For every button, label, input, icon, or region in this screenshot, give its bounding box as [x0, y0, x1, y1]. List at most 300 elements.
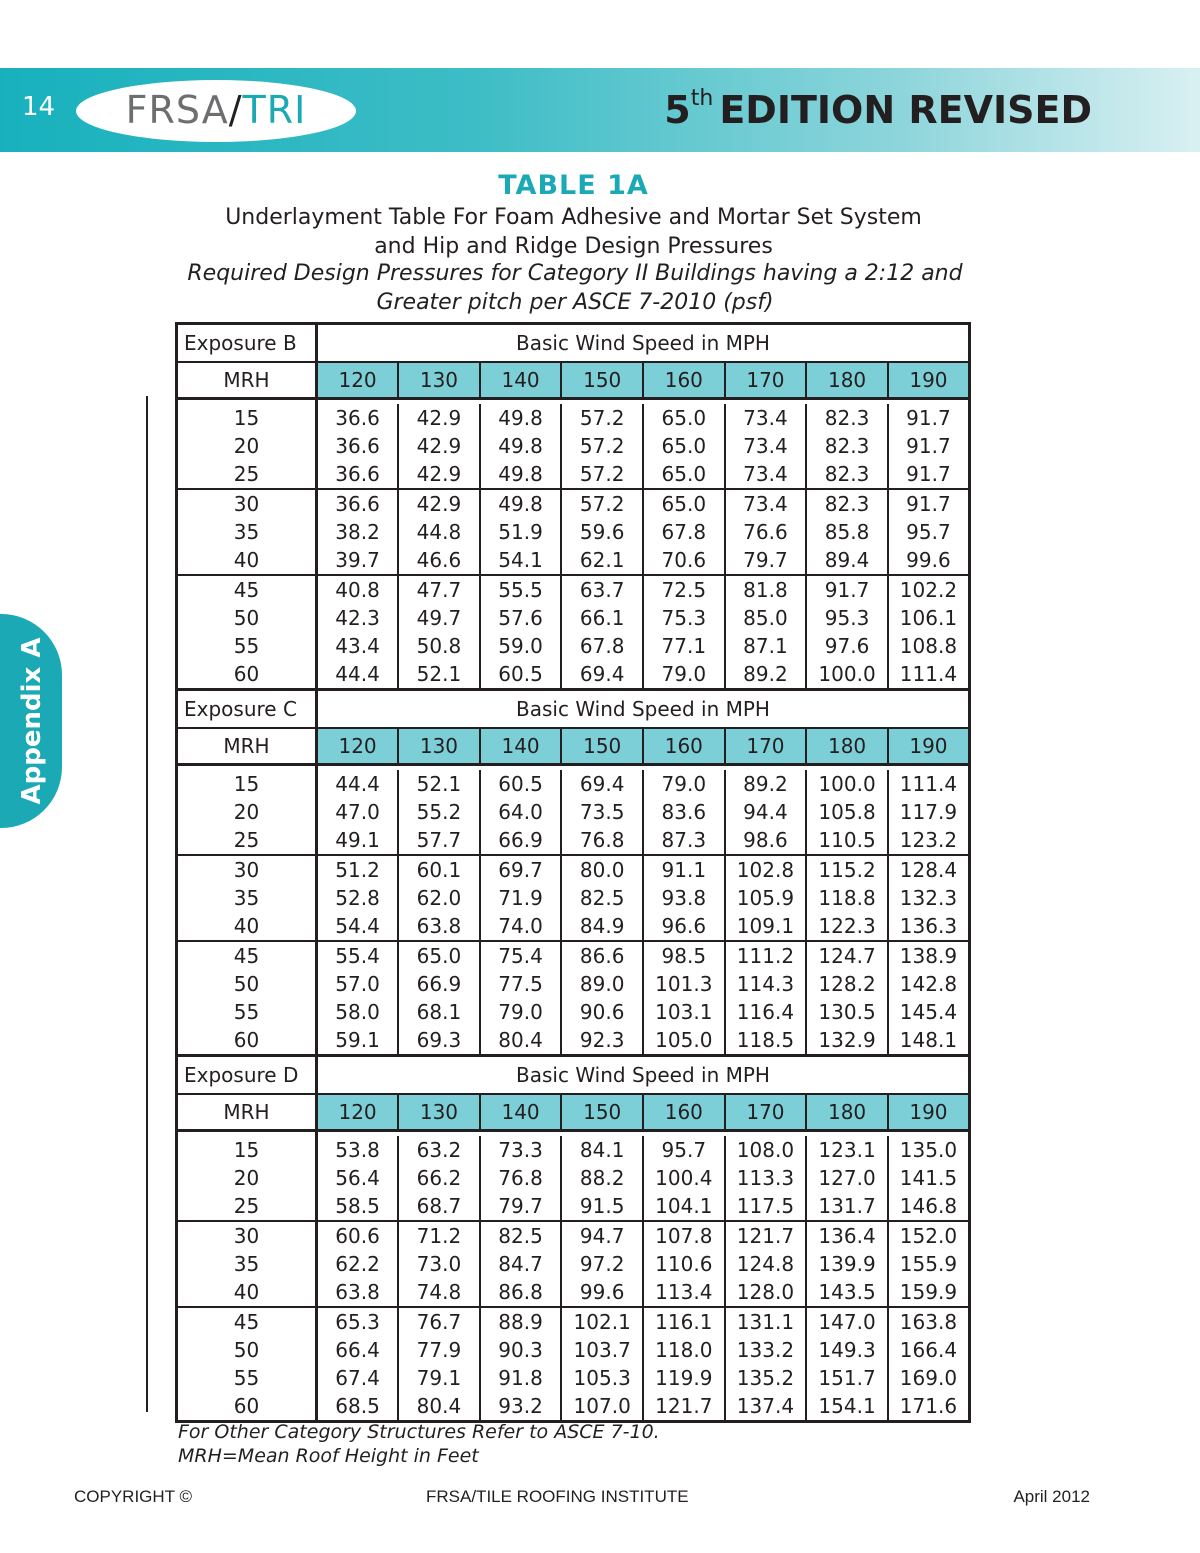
pressure-value: 76.7: [398, 1307, 480, 1336]
speed-header: 190: [888, 1094, 970, 1131]
pressure-value: 79.0: [643, 770, 725, 798]
pressure-value: 59.0: [480, 632, 562, 660]
mrh-value: 40: [177, 912, 317, 941]
pressure-value: 87.3: [643, 826, 725, 855]
pressure-value: 110.5: [806, 826, 888, 855]
wind-speed-label: Basic Wind Speed in MPH: [317, 324, 970, 363]
pressure-value: 62.0: [398, 884, 480, 912]
speed-header: 130: [398, 728, 480, 765]
pressure-value: 171.6: [888, 1392, 970, 1422]
pressure-value: 57.7: [398, 826, 480, 855]
speed-header: 120: [317, 1094, 399, 1131]
table-row: [177, 798, 970, 826]
pressure-value: 99.6: [888, 546, 970, 575]
pressure-value: 75.3: [643, 604, 725, 632]
pressure-value: 77.1: [643, 632, 725, 660]
pressure-value: 138.9: [899, 944, 958, 968]
pressure-value: 60.5: [480, 770, 562, 798]
pressure-value: 147.0: [806, 1307, 888, 1336]
pressure-value: 46.6: [398, 546, 480, 575]
pressure-value: 132.3: [899, 886, 958, 910]
table-row: [177, 1221, 970, 1250]
logo-text: [76, 88, 356, 132]
speed-header: 160: [643, 1094, 725, 1131]
pressure-value: 131.1: [725, 1307, 807, 1336]
pressure-value: 85.8: [806, 518, 888, 546]
edition-ordinal: th: [690, 86, 714, 112]
mrh-value: 50: [177, 1336, 317, 1364]
table-subtitle-line2: Greater pitch per ASCE 7-2010 (psf): [376, 290, 774, 315]
mrh-value: 25: [177, 1192, 317, 1221]
footer-publisher: FRSA/TILE ROOFING INSTITUTE: [426, 1487, 689, 1506]
mrh-header: MRH: [177, 1094, 317, 1131]
pressure-value: 89.4: [806, 546, 888, 575]
table-row: [177, 1250, 970, 1278]
mrh-value: 55: [177, 998, 317, 1026]
speed-header: 170: [725, 362, 807, 399]
pressure-value: 67.8: [561, 632, 643, 660]
page-number: 14: [22, 92, 56, 122]
pressure-value: 42.9: [398, 489, 480, 518]
pressure-value: 77.5: [480, 970, 562, 998]
table-row: [177, 1364, 970, 1392]
pressure-value: 98.6: [725, 826, 807, 855]
pressure-value: 73.4: [725, 404, 807, 432]
pressure-value: 68.7: [398, 1192, 480, 1221]
pressure-value: 47.7: [398, 575, 480, 604]
pressure-value: 133.2: [725, 1336, 807, 1364]
pressure-value: 73.4: [725, 489, 807, 518]
pressure-value: 58.0: [317, 998, 399, 1026]
speed-header: 150: [561, 728, 643, 765]
pressure-value: 121.7: [643, 1392, 725, 1422]
speed-header: 120: [317, 362, 399, 399]
pressure-value: 49.1: [317, 826, 399, 855]
pressure-value: 49.8: [480, 432, 562, 460]
pressure-value: 108.8: [899, 634, 958, 658]
pressure-value: 106.1: [899, 606, 958, 630]
pressure-value: 90.6: [561, 998, 643, 1026]
pressure-value: 60.1: [398, 855, 480, 884]
table-row: [177, 575, 970, 604]
pressure-value: 82.3: [806, 432, 888, 460]
pressure-value: 87.1: [725, 632, 807, 660]
pressure-value: 79.7: [480, 1192, 562, 1221]
speed-header: 140: [480, 362, 562, 399]
speed-header: 140: [480, 1094, 562, 1131]
pressure-value: 55.5: [480, 575, 562, 604]
pressure-value: 132.9: [806, 1026, 888, 1056]
pressure-value: 95.7: [643, 1136, 725, 1164]
pressure-value: 72.5: [643, 575, 725, 604]
pressure-value: 55.2: [398, 798, 480, 826]
footer-date: April 2012: [1013, 1487, 1090, 1506]
pressure-value: 51.2: [317, 855, 399, 884]
pressure-value: 111.4: [888, 660, 970, 690]
pressure-value: 39.7: [317, 546, 399, 575]
pressure-value: 91.1: [643, 855, 725, 884]
pressure-value: 74.8: [398, 1278, 480, 1307]
table-row: [177, 855, 970, 884]
pressure-value: 130.5: [806, 998, 888, 1026]
pressure-value: 91.7: [906, 434, 951, 458]
pressure-value: 59.1: [317, 1026, 399, 1056]
pressure-value: 80.0: [561, 855, 643, 884]
pressure-value: 68.5: [317, 1392, 399, 1422]
pressure-value: 85.0: [725, 604, 807, 632]
pressure-value: 59.6: [561, 518, 643, 546]
pressure-value: 113.4: [643, 1278, 725, 1307]
mrh-value: 60: [177, 660, 317, 690]
mrh-value: 30: [177, 1221, 317, 1250]
pressure-value: 135.2: [725, 1364, 807, 1392]
pressure-value: 128.2: [806, 970, 888, 998]
pressure-value: 57.2: [561, 460, 643, 489]
table-row: [177, 884, 970, 912]
pressure-value: 44.4: [317, 660, 399, 690]
pressure-value: 63.2: [398, 1136, 480, 1164]
pressure-value: 91.7: [806, 575, 888, 604]
pressure-value: 84.7: [480, 1250, 562, 1278]
exposure-label: Exposure D: [177, 1056, 317, 1095]
pressure-value: 116.4: [725, 998, 807, 1026]
table-row: [177, 489, 970, 518]
pressure-value: 79.0: [480, 998, 562, 1026]
wind-speed-label: Basic Wind Speed in MPH: [317, 690, 970, 729]
pressure-value: 73.3: [480, 1136, 562, 1164]
pressure-value: 124.7: [806, 941, 888, 970]
pressure-value: 77.9: [398, 1336, 480, 1364]
table-title: [176, 203, 971, 261]
pressure-value: 107.8: [643, 1221, 725, 1250]
pressure-value: 65.0: [398, 941, 480, 970]
pressure-value: 102.1: [561, 1307, 643, 1336]
mrh-value: 40: [177, 546, 317, 575]
table-row: [177, 604, 970, 632]
pressure-value: 47.0: [317, 798, 399, 826]
pressure-value: 36.6: [317, 432, 399, 460]
logo-tri: TRI: [242, 88, 307, 132]
pressure-value: 75.4: [480, 941, 562, 970]
pressure-value: 122.3: [806, 912, 888, 941]
mrh-value: 30: [177, 855, 317, 884]
pressure-value: 60.5: [480, 660, 562, 690]
pressure-value: 63.8: [398, 912, 480, 941]
pressure-value: 67.8: [643, 518, 725, 546]
pressure-value: 89.0: [561, 970, 643, 998]
pressure-value: 73.4: [725, 432, 807, 460]
speed-header: 150: [561, 362, 643, 399]
pressure-value: 92.3: [561, 1026, 643, 1056]
pressure-value: 36.6: [317, 460, 399, 489]
pressure-value: 108.0: [725, 1136, 807, 1164]
pressure-value: 123.1: [806, 1136, 888, 1164]
pressure-value: 88.2: [561, 1164, 643, 1192]
pressure-value: 65.0: [643, 404, 725, 432]
table-row: [177, 998, 970, 1026]
pressure-value: 71.9: [480, 884, 562, 912]
exposure-header-row: [177, 690, 970, 729]
pressure-value: 99.6: [561, 1278, 643, 1307]
pressure-value: 52.8: [317, 884, 399, 912]
pressure-value: 94.7: [561, 1221, 643, 1250]
pressure-value: 64.0: [480, 798, 562, 826]
pressure-value: 97.2: [561, 1250, 643, 1278]
pressure-value: 91.7: [888, 460, 970, 489]
speed-header-row: [177, 362, 970, 399]
exposure-label: Exposure B: [177, 324, 317, 363]
speed-header: 170: [725, 728, 807, 765]
pressure-value: 91.5: [561, 1192, 643, 1221]
table-title-line1: Underlayment Table For Foam Adhesive and Mortar Set System: [225, 205, 922, 230]
pressure-value: 128.4: [899, 858, 958, 882]
table-row: [177, 432, 970, 460]
speed-header: 180: [806, 728, 888, 765]
mrh-value: 60: [177, 1392, 317, 1422]
pressure-value: 84.1: [561, 1136, 643, 1164]
pressure-value: 135.0: [899, 1138, 958, 1162]
pressure-value: 82.3: [806, 460, 888, 489]
pressure-value: 95.7: [906, 520, 951, 544]
pressure-value: 63.8: [317, 1278, 399, 1307]
pressure-value: 86.6: [561, 941, 643, 970]
pressure-value: 131.7: [806, 1192, 888, 1221]
pressure-value: 52.1: [398, 660, 480, 690]
speed-header: 140: [480, 728, 562, 765]
table-row: [177, 660, 970, 690]
pressure-value: 166.4: [899, 1338, 958, 1362]
note-category: For Other Category Structures Refer to ASCE 7-10.: [178, 1421, 660, 1443]
pressure-value: 97.6: [806, 632, 888, 660]
table-row: [177, 1136, 970, 1164]
table-row: [177, 518, 970, 546]
pressure-value: 44.8: [398, 518, 480, 546]
speed-header: 120: [317, 728, 399, 765]
pressure-value: 115.2: [806, 855, 888, 884]
pressure-value: 93.2: [480, 1392, 562, 1422]
pressure-value: 57.6: [480, 604, 562, 632]
note-mrh: MRH=Mean Roof Height in Feet: [178, 1445, 479, 1467]
edition-text: EDITION REVISED: [719, 88, 1092, 132]
pressure-value: 65.3: [317, 1307, 399, 1336]
pressure-value: 145.4: [899, 1000, 958, 1024]
exposure-header-row: [177, 1056, 970, 1095]
table-row: [177, 1164, 970, 1192]
pressure-value: 136.3: [888, 912, 970, 941]
pressure-value: 124.8: [725, 1250, 807, 1278]
pressure-value: 96.6: [643, 912, 725, 941]
speed-header: 130: [398, 362, 480, 399]
pressure-value: 111.4: [899, 772, 958, 796]
pressure-value: 65.0: [643, 489, 725, 518]
table-row: [177, 1192, 970, 1221]
pressure-value: 101.3: [643, 970, 725, 998]
pressure-value: 51.9: [480, 518, 562, 546]
pressure-value: 40.8: [317, 575, 399, 604]
pressure-value: 57.2: [561, 432, 643, 460]
table-row: [177, 1278, 970, 1307]
pressure-value: 93.8: [643, 884, 725, 912]
pressure-value: 73.4: [725, 460, 807, 489]
pressure-value: 137.4: [725, 1392, 807, 1422]
pressure-value: 60.6: [317, 1221, 399, 1250]
pressure-value: 52.1: [398, 770, 480, 798]
pressure-value: 102.8: [725, 855, 807, 884]
pressure-value: 65.0: [643, 460, 725, 489]
pressure-value: 118.5: [725, 1026, 807, 1056]
pressure-value: 139.9: [806, 1250, 888, 1278]
pressure-value: 100.0: [806, 770, 888, 798]
pressure-value: 86.8: [480, 1278, 562, 1307]
pressure-value: 102.2: [899, 578, 958, 602]
mrh-header: MRH: [177, 362, 317, 399]
speed-header: 170: [725, 1094, 807, 1131]
pressure-value: 66.9: [398, 970, 480, 998]
pressure-value: 110.6: [643, 1250, 725, 1278]
pressure-value: 88.9: [480, 1307, 562, 1336]
logo-slash: /: [228, 88, 243, 132]
pressure-value: 70.6: [643, 546, 725, 575]
exposure-label: Exposure C: [177, 690, 317, 729]
speed-header-row: [177, 1094, 970, 1131]
pressure-value: 155.9: [899, 1252, 958, 1276]
pressure-value: 69.7: [480, 855, 562, 884]
mrh-value: 35: [177, 884, 317, 912]
table-row: [177, 546, 970, 575]
pressure-value: 74.0: [480, 912, 562, 941]
pressure-value: 113.3: [725, 1164, 807, 1192]
footer-copyright: COPYRIGHT ©: [74, 1487, 193, 1506]
pressure-value: 49.8: [480, 404, 562, 432]
pressure-value: 95.3: [806, 604, 888, 632]
exposure-header-row: [177, 324, 970, 363]
speed-header: 180: [806, 362, 888, 399]
pressure-value: 123.2: [888, 826, 970, 855]
speed-header: 160: [643, 362, 725, 399]
table-subtitle-line1: Required Design Pressures for Category II Buildings having a 2:12 and: [187, 261, 963, 286]
edition-title: [664, 88, 1092, 132]
table-title-line2: and Hip and Ridge Design Pressures: [374, 234, 773, 259]
mrh-value: 50: [177, 604, 317, 632]
pressure-value: 119.9: [643, 1364, 725, 1392]
pressure-value: 49.8: [480, 460, 562, 489]
speed-header: 190: [888, 362, 970, 399]
pressure-value: 79.1: [398, 1364, 480, 1392]
pressure-value: 82.5: [561, 884, 643, 912]
pressure-value: 100.0: [806, 660, 888, 690]
mrh-value: 15: [177, 404, 317, 432]
pressure-value: 159.9: [888, 1278, 970, 1307]
pressure-value: 73.5: [561, 798, 643, 826]
pressure-value: 152.0: [899, 1224, 958, 1248]
pressure-value: 54.4: [317, 912, 399, 941]
speed-header: 150: [561, 1094, 643, 1131]
speed-header: 180: [806, 1094, 888, 1131]
pressure-value: 91.7: [906, 406, 951, 430]
mrh-value: 55: [177, 632, 317, 660]
pressure-value: 148.1: [888, 1026, 970, 1056]
mrh-value: 30: [177, 489, 317, 518]
pressure-value: 89.2: [725, 660, 807, 690]
pressure-value: 66.2: [398, 1164, 480, 1192]
mrh-value: 60: [177, 1026, 317, 1056]
pressure-value: 154.1: [806, 1392, 888, 1422]
pressure-value: 107.0: [561, 1392, 643, 1422]
speed-header: 160: [643, 728, 725, 765]
table-row: [177, 941, 970, 970]
pressure-value: 69.4: [561, 770, 643, 798]
pressure-value: 76.6: [725, 518, 807, 546]
pressure-value: 146.8: [888, 1192, 970, 1221]
table-row: [177, 1307, 970, 1336]
table-id: TABLE 1A: [498, 170, 649, 201]
pressure-value: 42.9: [398, 460, 480, 489]
pressure-value: 62.2: [317, 1250, 399, 1278]
frsa-tri-logo: [76, 80, 356, 142]
pressure-value: 91.8: [480, 1364, 562, 1392]
pressure-value: 118.0: [643, 1336, 725, 1364]
table-row: [177, 404, 970, 432]
pressure-value: 104.1: [643, 1192, 725, 1221]
pressure-value: 71.2: [398, 1221, 480, 1250]
pressure-value: 79.7: [725, 546, 807, 575]
table-row: [177, 770, 970, 798]
mrh-value: 40: [177, 1278, 317, 1307]
pressure-value: 36.6: [317, 404, 399, 432]
pressure-value: 73.0: [398, 1250, 480, 1278]
pressure-value: 105.0: [643, 1026, 725, 1056]
pressure-value: 82.3: [806, 404, 888, 432]
pressure-value: 49.7: [398, 604, 480, 632]
pressure-value: 142.8: [899, 972, 958, 996]
pressure-value: 55.4: [317, 941, 399, 970]
table-row: [177, 1336, 970, 1364]
pressure-value: 103.7: [561, 1336, 643, 1364]
mrh-value: 15: [177, 1136, 317, 1164]
table-row: [177, 826, 970, 855]
pressure-value: 42.9: [398, 404, 480, 432]
pressure-value: 83.6: [643, 798, 725, 826]
pressure-value: 54.1: [480, 546, 562, 575]
table-subtitle: [150, 259, 1000, 317]
mrh-value: 35: [177, 518, 317, 546]
mrh-value: 55: [177, 1364, 317, 1392]
speed-header: 190: [888, 728, 970, 765]
pressure-value: 42.3: [317, 604, 399, 632]
pressure-value: 68.1: [398, 998, 480, 1026]
pressure-value: 58.5: [317, 1192, 399, 1221]
pressure-value: 69.3: [398, 1026, 480, 1056]
pressure-value: 43.4: [317, 632, 399, 660]
pressure-value: 38.2: [317, 518, 399, 546]
pressure-value: 118.8: [806, 884, 888, 912]
pressure-value: 141.5: [899, 1166, 958, 1190]
pressure-value: 57.2: [561, 404, 643, 432]
table-row: [177, 1392, 970, 1422]
pressure-value: 114.3: [725, 970, 807, 998]
pressure-value: 53.8: [317, 1136, 399, 1164]
pressure-value: 80.4: [480, 1026, 562, 1056]
table-row: [177, 970, 970, 998]
mrh-value: 20: [177, 798, 317, 826]
speed-header-row: [177, 728, 970, 765]
wind-speed-label: Basic Wind Speed in MPH: [317, 1056, 970, 1095]
pressure-value: 50.8: [398, 632, 480, 660]
pressure-value: 80.4: [398, 1392, 480, 1422]
logo-frsa: FRSA: [125, 88, 229, 132]
mrh-value: 45: [177, 1307, 317, 1336]
mrh-value: 50: [177, 970, 317, 998]
